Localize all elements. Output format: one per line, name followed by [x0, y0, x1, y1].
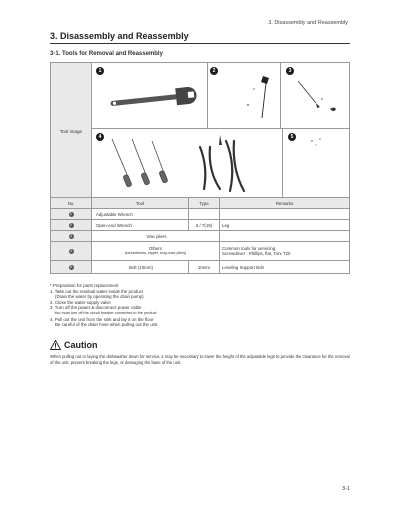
adjustable-wrench-icon [92, 67, 208, 127]
col-header-remarks: Remarks [220, 198, 350, 209]
others-panel [92, 129, 283, 199]
remarks-cell [220, 209, 350, 220]
note-line: 1. Take out the residual water inside the product [50, 288, 144, 294]
table-row [51, 231, 350, 242]
caution-heading [50, 340, 98, 350]
tool-number-badge: 1 [96, 67, 104, 75]
col-header-type: Type [189, 198, 220, 209]
running-header: 3. Disassembly and Reassembly [268, 20, 348, 26]
row-number: 4 [70, 249, 72, 253]
note-line: 4. Pull out the unit from the sink and lay it on the floor [50, 316, 154, 322]
tool-cell: Open-end Wrench [92, 220, 189, 231]
section-title: 3. Disassembly and Reassembly [50, 31, 350, 44]
tool-subtext: (screwdrivers, nipper, long nose pliers) [124, 251, 187, 255]
caution-title: Caution [64, 340, 98, 350]
caution-text: When pulling out or laying the dishwasher down for service, it may be necessary to lower the height of the adjustable legs to provide the clearance for the removal of the unit, prevent breaking the legs, or damaging the base of the unit. [50, 354, 350, 365]
tool-image-row-2 [51, 129, 350, 200]
tool-number-badge: 4 [96, 133, 104, 141]
row-number: 2 [70, 223, 72, 227]
remarks-cell: Leg [220, 220, 350, 231]
screwdrivers-pliers-icon [92, 129, 282, 199]
table-row [51, 261, 350, 274]
subsection-title: 3-1. Tools for Removal and Reassembly [50, 51, 163, 57]
table-row [51, 220, 350, 231]
col-header-tool: Tool [92, 198, 189, 209]
row-number: 5 [70, 265, 72, 269]
remarks-cell [220, 242, 350, 261]
tool-number-badge: 3 [286, 67, 294, 75]
tool-name: Others [148, 246, 163, 251]
tools-table [50, 62, 350, 200]
remarks-cell [220, 231, 350, 242]
remarks-subtext: Screwdriver : Phillips, flat, Torx T20 [222, 251, 291, 256]
note-line: 2. Close the water supply valve [50, 299, 111, 305]
tool-image-cell-4-5 [92, 129, 350, 200]
open-end-wrench-icon [208, 63, 280, 128]
table-row [51, 242, 350, 261]
note-line: You must turn off the circuit breaker connected to the product [54, 310, 157, 315]
remarks-cell: Leveling Support Bolt [220, 261, 350, 274]
tool-number-badge: 2 [210, 67, 218, 75]
tool-image-label: Tool image [51, 63, 92, 200]
col-header-no: No. [51, 198, 92, 209]
preparation-notes [50, 283, 350, 328]
vise-pliers-panel [280, 63, 349, 128]
tool-number-badge: 5 [288, 133, 296, 141]
tool-image-row [51, 63, 350, 129]
row-number: 3 [70, 234, 72, 238]
note-line: 3. Turn off the power & disconnect power cable [50, 305, 142, 311]
tools-list-table [50, 197, 350, 274]
notes-heading: * Preparation for parts replacement [50, 283, 119, 288]
row-number: 1 [70, 212, 72, 216]
bolt-panel [282, 129, 349, 199]
type-cell: 10mm [189, 261, 220, 274]
note-line: Be careful of the drain hose when pulling out the unit [55, 322, 158, 328]
tool-cell [92, 242, 220, 261]
type-cell: 5 / 7(19) [189, 220, 220, 231]
table-row [51, 209, 350, 220]
tool-image-cell-2-3 [208, 63, 350, 129]
tool-image-cell-1 [92, 63, 208, 129]
bolt-icon [282, 129, 356, 199]
page-number: 3-1 [342, 486, 350, 492]
tool-cell: Bolt (10mm) [92, 261, 189, 274]
type-cell [189, 209, 220, 220]
tool-cell: Vise pliers [92, 231, 220, 242]
open-end-wrench-panel [208, 63, 281, 128]
tool-cell: Adjustable Wrench [92, 209, 189, 220]
warning-triangle-icon [50, 340, 61, 350]
vise-pliers-icon [280, 63, 356, 128]
note-line: (Drain the water by operating the drain pump) [55, 294, 144, 300]
remarks-text: Common tools for servicing [222, 245, 276, 251]
